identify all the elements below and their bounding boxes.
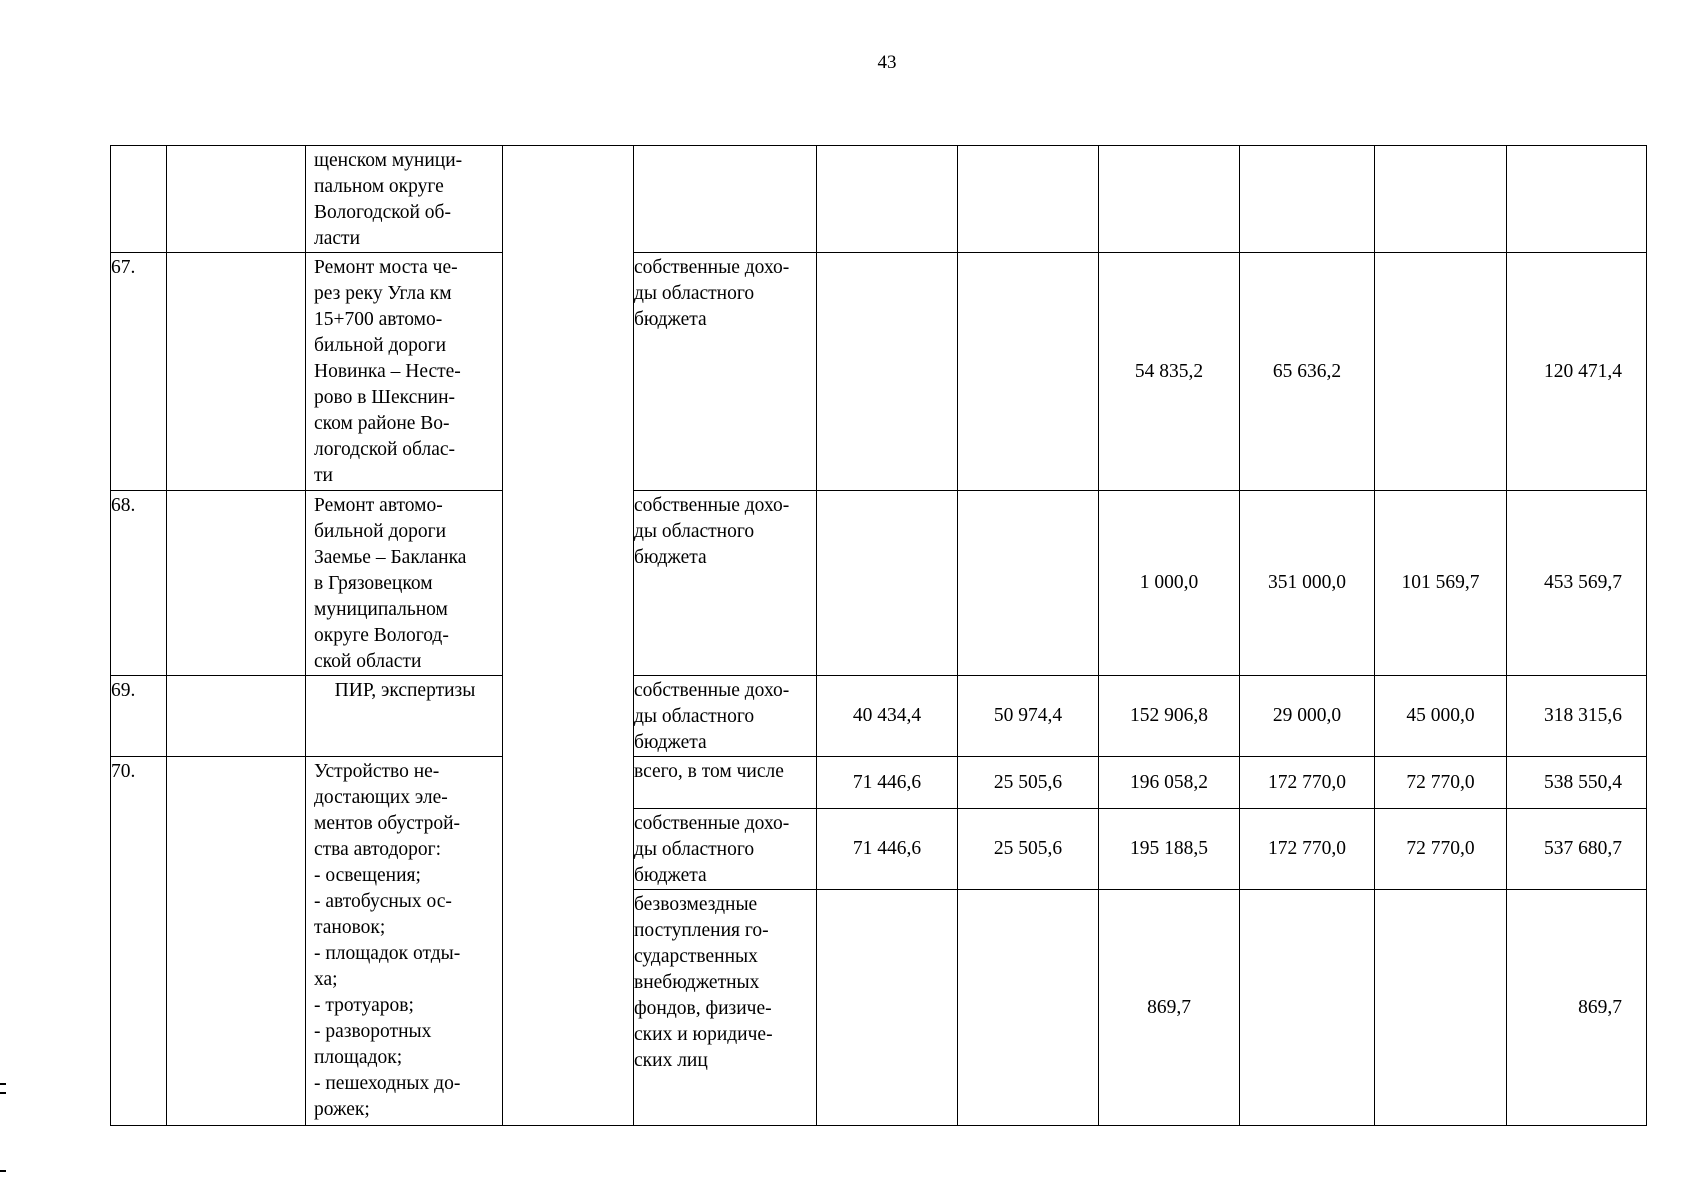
table-row [111,253,1647,491]
value-cell: 196 058,2 [1099,757,1240,809]
total-cell [1507,146,1647,253]
object-name: ПИР, экспертизы [306,676,503,757]
empty-cell [167,676,306,757]
row-number [111,146,167,253]
value-cell: 72 770,0 [1375,809,1507,890]
funding-source: собственные дохо- ды областного бюджета [634,253,817,491]
value-cell: 71 446,6 [817,757,958,809]
table-row [111,146,1647,253]
value-cell [817,890,958,1126]
value-cell [817,146,958,253]
value-cell [1375,253,1507,491]
value-cell [958,253,1099,491]
table-row [111,757,1647,809]
total-cell: 120 471,4 [1507,253,1647,491]
merged-cell [503,146,634,1126]
value-cell [1240,890,1375,1126]
funding-source: собственные дохо- ды областного бюджета [634,491,817,676]
total-cell: 318 315,6 [1507,676,1647,757]
row-number: 67. [111,253,167,491]
value-cell: 50 974,4 [958,676,1099,757]
total-cell: 537 680,7 [1507,809,1647,890]
empty-cell [167,491,306,676]
row-number: 70. [111,757,167,1126]
value-cell: 25 505,6 [958,809,1099,890]
funding-source: собственные дохо- ды областного бюджета [634,676,817,757]
row-number: 68. [111,491,167,676]
value-cell: 72 770,0 [1375,757,1507,809]
margin-mark [0,1083,6,1085]
value-cell: 25 505,6 [958,757,1099,809]
funding-source [634,146,817,253]
value-cell [1375,146,1507,253]
object-name: Ремонт автомо- бильной дороги Заемье – Бакланка в Грязовецком муниципальном округе Вологод- ской области [306,491,503,676]
table-row [111,676,1647,757]
value-cell: 869,7 [1099,890,1240,1126]
object-name: Устройство не- достающих эле- ментов обустрой- ства автодорог: - освещения; - автобусных ос- тановок; - площадок отды- ха; - тротуаров; - разворотных площадок; - пешеходных до- рожек; [306,757,503,1126]
margin-mark [0,1092,6,1094]
value-cell: 40 434,4 [817,676,958,757]
margin-mark [0,1170,6,1172]
value-cell [1240,146,1375,253]
value-cell [817,253,958,491]
funding-source: собственные дохо- ды областного бюджета [634,809,817,890]
object-name: щенском муници- пальном округе Вологодской об- ласти [306,146,503,253]
value-cell [817,491,958,676]
value-cell [958,491,1099,676]
value-cell: 101 569,7 [1375,491,1507,676]
value-cell: 195 188,5 [1099,809,1240,890]
funding-source: всего, в том числе [634,757,817,809]
value-cell [958,146,1099,253]
empty-cell [167,757,306,1126]
value-cell [1375,890,1507,1126]
value-cell: 45 000,0 [1375,676,1507,757]
value-cell: 172 770,0 [1240,809,1375,890]
value-cell: 71 446,6 [817,809,958,890]
value-cell: 351 000,0 [1240,491,1375,676]
object-name: Ремонт моста че- рез реку Угла км 15+700 автомо- бильной дороги Новинка – Несте- рово в Шекснин- ском районе Во- логодской облас- ти [306,253,503,491]
value-cell [958,890,1099,1126]
total-cell: 453 569,7 [1507,491,1647,676]
row-number: 69. [111,676,167,757]
empty-cell [167,253,306,491]
budget-table [110,145,1647,1126]
value-cell: 1 000,0 [1099,491,1240,676]
value-cell: 172 770,0 [1240,757,1375,809]
table-row [111,491,1647,676]
value-cell: 152 906,8 [1099,676,1240,757]
value-cell: 54 835,2 [1099,253,1240,491]
total-cell: 869,7 [1507,890,1647,1126]
value-cell [1099,146,1240,253]
value-cell: 65 636,2 [1240,253,1375,491]
page-number: 43 [877,52,897,73]
total-cell: 538 550,4 [1507,757,1647,809]
value-cell: 29 000,0 [1240,676,1375,757]
funding-source: безвозмездные поступления го- сударственных внебюджетных фондов, физиче- ских и юридиче- ских лиц [634,890,817,1126]
empty-cell [167,146,306,253]
